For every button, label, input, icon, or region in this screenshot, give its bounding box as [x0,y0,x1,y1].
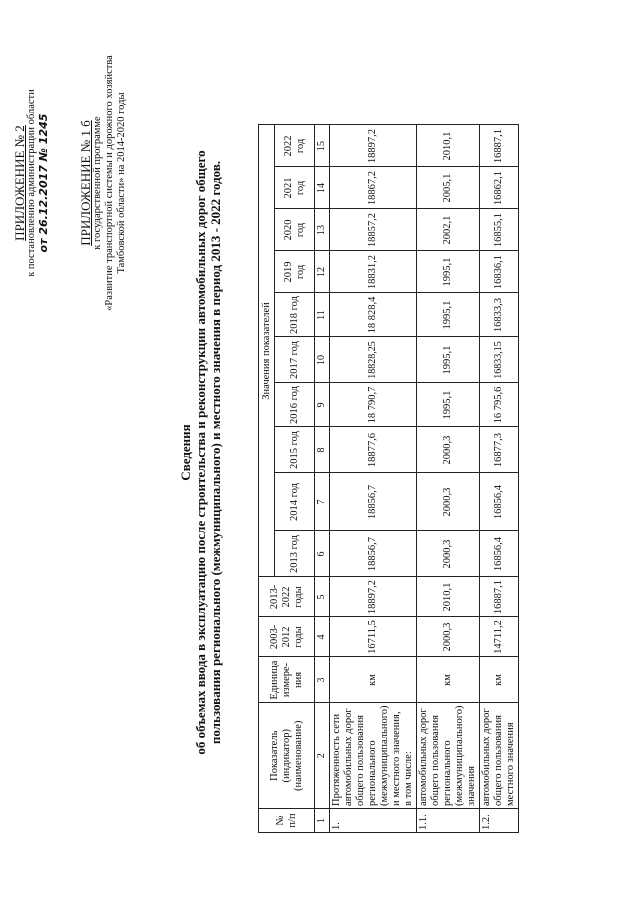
col-number: 2 [315,703,330,809]
program-line1: к государственной программе [92,116,103,250]
row-value: 16877,3 [480,427,519,473]
row-value: 2000,3 [417,531,480,577]
program-line3: Тамбовской области» на 2014-2020 годы [116,92,127,274]
header-year: 2019 год [275,251,315,293]
col-number: 1 [315,809,330,833]
row-value: 18831,2 [330,251,417,293]
row-value: 16862,1 [480,167,519,209]
col-number: 13 [315,209,330,251]
header-indicator: Показатель (индикатор) (наименование) [259,703,315,809]
row-value: 16856,4 [480,473,519,531]
document-title [178,40,223,865]
row-value: 1995,1 [417,293,480,337]
row-value: 18867,2 [330,167,417,209]
header-year: 2013 год [275,531,315,577]
row-value: 2000,3 [417,473,480,531]
row-2003-2012: 2000,3 [417,617,480,657]
header-values-group: Значения показателей [259,125,275,577]
row-value: 16855,1 [480,209,519,251]
col-number: 10 [315,337,330,383]
program-appendix-header [80,18,128,348]
row-name: автомобильных дорог общего пользования регионального (межмуниципального) значения [417,703,480,809]
row-value: 18 828,4 [330,293,417,337]
row-unit: км [417,657,480,703]
table-row [417,125,480,833]
row-2003-2012: 16711,5 [330,617,417,657]
header-year: 2016 год [275,383,315,427]
table-row [480,125,519,833]
appendix2-title: ПРИЛОЖЕНИЕ № 1 б [78,120,93,246]
row-value: 16836,1 [480,251,519,293]
row-value: 18897,2 [330,125,417,167]
col-number: 5 [315,577,330,617]
row-unit: км [330,657,417,703]
row-value: 16887,1 [480,125,519,167]
title-line1: Сведения [178,424,193,481]
col-number: 3 [315,657,330,703]
row-value: 2002,1 [417,209,480,251]
row-value: 1995,1 [417,337,480,383]
row-unit: км [480,657,519,703]
row-value: 16 795,6 [480,383,519,427]
row-value: 18856,7 [330,473,417,531]
row-value: 16833,3 [480,293,519,337]
row-value: 18 790,7 [330,383,417,427]
row-2013-2022: 18897,2 [330,577,417,617]
title-line3: пользования регионального (межмуниципального) и местного значения в период 2013 - 2022 годов. [208,160,223,745]
header-year: 2022 год [275,125,315,167]
col-number: 8 [315,427,330,473]
col-number: 7 [315,473,330,531]
row-num: 1.1. [417,809,480,833]
table-row [330,125,417,833]
row-value: 2005,1 [417,167,480,209]
header-year: 2015 год [275,427,315,473]
col-number: 15 [315,125,330,167]
program-line2: «Развитие транспортной системы и дорожного хозяйства [104,55,115,311]
row-value: 16833,15 [480,337,519,383]
appendix-title: ПРИЛОЖЕНИЕ № 2 [12,125,27,241]
header-year: 2017 год [275,337,315,383]
indicators-table [258,125,519,834]
column-number-row [315,125,330,833]
row-value: 18828,25 [330,337,417,383]
row-value: 2010,1 [417,125,480,167]
col-number: 9 [315,383,330,427]
header-year: 2018 год [275,293,315,337]
row-value: 18857,2 [330,209,417,251]
title-line2: об объемах ввода в эксплуатацию после строительства и реконструкции автомобильных дорог общего [193,150,208,755]
header-year: 2020 год [275,209,315,251]
row-value: 2000,3 [417,427,480,473]
row-2013-2022: 16887,1 [480,577,519,617]
row-value: 1995,1 [417,383,480,427]
row-2003-2012: 14711,2 [480,617,519,657]
header-year: 2014 год [275,473,315,531]
row-num: 1. [330,809,417,833]
col-number: 4 [315,617,330,657]
header-unit: Единица измере-ния [259,657,315,703]
header-num: № п/п [259,809,315,833]
decree-number: от 26.12.2017 № 1245 [37,113,50,253]
row-value: 1995,1 [417,251,480,293]
decree-text: к постановлению администрации области [26,89,37,277]
row-value: 18856,7 [330,531,417,577]
row-name: автомобильных дорог общего пользования местного значения [480,703,519,809]
row-value: 16856,4 [480,531,519,577]
col-number: 14 [315,167,330,209]
header-year: 2021 год [275,167,315,209]
appendix-header [14,18,50,348]
row-name: Протяженность сети автомобильных дорог общего пользования регионального (межмуниципального) и местного значения, в том числе: [330,703,417,809]
col-number: 6 [315,531,330,577]
row-num: 1.2. [480,809,519,833]
row-2013-2022: 2010,1 [417,577,480,617]
header-2013-2022: 2013-2022 годы [259,577,315,617]
col-number: 11 [315,293,330,337]
header-2003-2012: 2003-2012 годы [259,617,315,657]
row-value: 18877,6 [330,427,417,473]
col-number: 12 [315,251,330,293]
